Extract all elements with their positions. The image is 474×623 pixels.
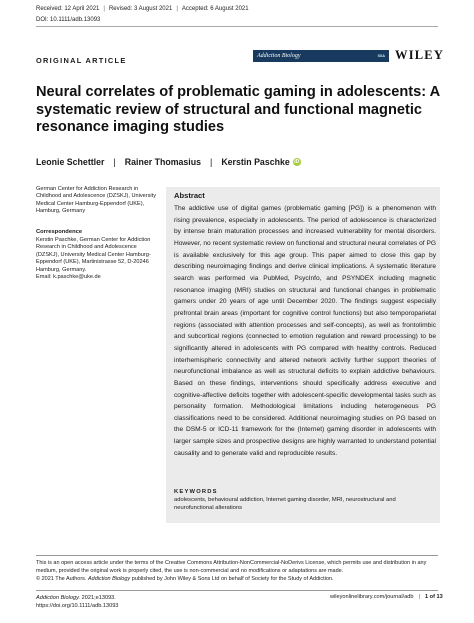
journal-banner-name: Addiction Biology [257,53,301,59]
article-title: Neural correlates of problematic gaming in adolescents: A systematic review of structural and functional magnetic resonance imaging studies [36,84,440,135]
revised-date: Revised: 3 August 2021 [108,6,173,12]
footer-journal-name: Addiction Biology. [36,595,81,601]
abstract-text: The addictive use of digital games (problematic gaming [PG]) is a phenomenon with rising prevalence, especially in adolescents. The period of adolescence is characterized by intense brain maturation processes and increased vulnerability for mental disorders. However, no recent systematic review on functional and structural neural correlates of PG is available exclusively for this age group. This paper aimed to close this gap by describing neuroimaging findings and derive clinical implications. A systematic literature search was performed via PubMed, PsycInfo, and PSYNDEX including magnetic resonance imaging (MRI) studies on structural and functional changes in problematic gamers under 20 years of age until December 2020. The findings suggest especially prefrontal brain areas (important for cognitive control functions) but also temporoparietal regions (associated with attention processes and self-concepts), as well as frontolimbic and subcortical regions (connected to emotion regulation and reward processing) to be significantly altered in adolescents with PG compared with healthy controls. Reduced interhemispheric connectivity and altered network activity further support theories of neurofunctional imbalance as well as structural deficits to explain addictive behaviours. Based on these findings, interventions should specifically address executive and cognitive-affective deficits together with adolescent-specific developmental tasks such as personality formation. Methodological limitations including heterogeneous PG classifications need to be considered. Additional neuroimaging studies on PG based on the DSM-5 or ICD-11 framework for the (Internet) gaming disorder in adolescents with larger sample sizes and prospective designs are highly warranted to understand potential causality and to generate valid and reproducible results. [174,205,436,457]
footer-right: wileyonlinelibrary.com/journal/adb | 1 of 13 [330,594,443,600]
author-separator: | [113,157,116,167]
accepted-date: Accepted: 6 August 2021 [181,6,249,12]
footer-citation-number: 2021;e13093. [81,595,116,601]
author-name[interactable]: Leonie Schettler [36,157,105,167]
license-notice [36,560,438,583]
section-label: ORIGINAL ARTICLE [36,56,127,65]
copyright-suffix: published by John Wiley & Sons Ltd on behalf of Society for the Study of Addiction. [131,575,334,582]
correspondence-heading: Correspondence [36,229,83,235]
author-list [36,157,301,167]
keywords-text: adolescents, behavioural addiction, Internet gaming disorder, MRI, neurostructural and neurofunctional alterations [174,497,396,511]
article-dates: Received: 12 April 2021 | Revised: 3 August 2021 | Accepted: 6 August 2021 [36,6,249,12]
affiliation: German Center for Addiction Research in Childhood and Adolescence (DZSKJ), University Medical Center Hamburg-Eppendorf (UKE), Hamburg, Germany [36,186,157,215]
received-date: Received: 12 April 2021 [36,6,100,12]
copyright-journal: Addiction Biology [87,575,131,582]
orcid-icon[interactable]: iD [294,159,300,165]
footer-divider [36,590,438,591]
society-logo: SSA [377,54,385,58]
header-divider [36,26,438,27]
license-divider [36,555,438,556]
publisher-logo[interactable]: WILEY [395,48,445,62]
keywords-heading: KEYWORDS [174,489,218,495]
doi-label[interactable]: DOI: 10.1111/adb.13093 [36,17,101,23]
author-separator: | [210,157,213,167]
correspondence-body [36,237,160,281]
abstract-heading: Abstract [174,191,205,200]
author-name[interactable]: Rainer Thomasius [124,157,202,167]
footer-site-link[interactable]: wileyonlinelibrary.com/journal/adb [330,594,414,600]
footer-doi-link[interactable]: https://doi.org/10.1111/adb.13093 [36,603,119,609]
license-text: This is an open access article under the terms of the Creative Commons Attribution-NonCommercial-NoDerivs License, which permits use and distribution in any medium, provided the original work is properly cited, the use is non-commercial and no modifications or adaptations are made. [36,560,427,574]
footer-citation [36,594,118,610]
correspondence-email[interactable]: Email: k.paschke@uke.de [36,274,101,281]
correspondence-address: Kerstin Paschke, German Center for Addiction Research in Childhood and Adolescence (DZSKJ), University Medical Center Hamburg-Eppendorf (UKE), Martinistrasse 52, D-20246 Hamburg, Germany. [36,237,151,273]
journal-banner[interactable] [253,50,389,62]
copyright-prefix: © 2021 The Authors. [36,575,87,582]
author-name[interactable]: Kerstin Paschke [221,157,290,167]
page-number: 1 of 13 [425,594,443,600]
